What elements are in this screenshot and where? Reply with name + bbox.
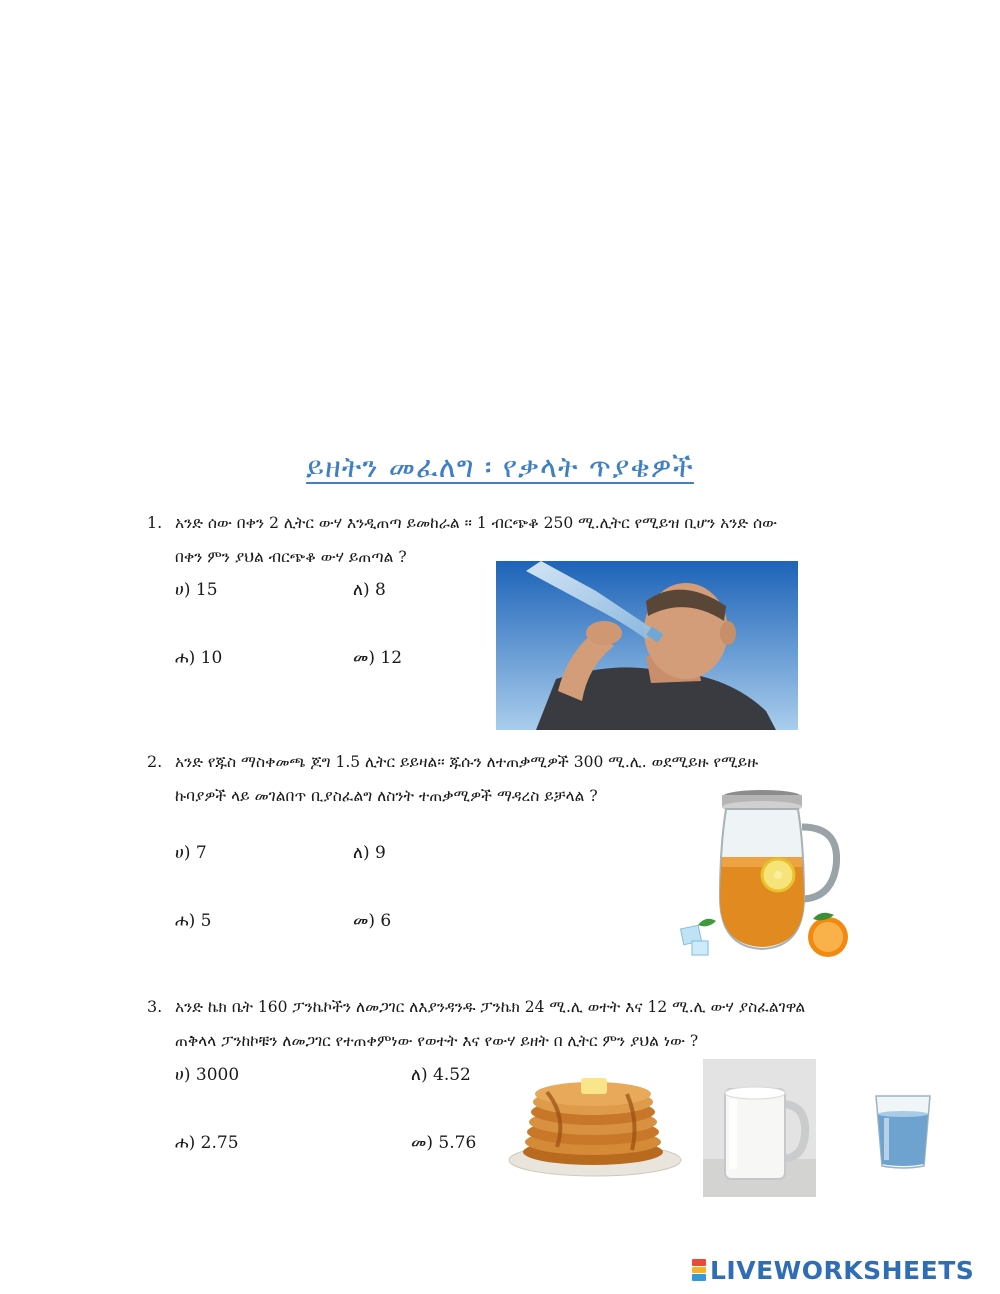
question-2-option-a[interactable]: ሀ) 7 xyxy=(175,843,207,863)
question-2-line-2: ኩባያዎች ላይ መገልበጥ ቢያስፈልግ ለስንት ተጠቃሚዎች ማዳረስ ይቻላል ? xyxy=(175,787,598,805)
question-3-option-a[interactable]: ሀ) 3000 xyxy=(175,1065,240,1085)
liveworksheets-wordmark: LIVEWORKSHEETS xyxy=(710,1255,975,1285)
question-2-line-1: አንድ የጁስ ማስቀመጫ ጆግ 1.5 ሊትር ይይዛል፡፡ ጁሱን ለተጠቃሚዎች 300 ሚ.ሊ. ወደሚይዙ የሚይዙ xyxy=(175,753,759,771)
question-1-line-2: በቀን ምን ያህል ብርጭቆ ውሃ ይጠጣል ? xyxy=(175,548,407,566)
juice-jug-image xyxy=(676,787,854,963)
question-2-option-d[interactable]: መ) 6 xyxy=(353,911,392,931)
question-2-number: 2. xyxy=(147,752,163,771)
question-3-line-1: አንድ ኬክ ቤት 160 ፓንኬኮችን ለመጋገር ለእያንዳንዱ ፓንኬክ 24 ሚ.ሊ ወተት እና 12 ሚ.ሊ ውሃ ያስፈልገዋል xyxy=(175,998,806,1016)
pancakes-image xyxy=(507,1062,683,1177)
water-glass-image xyxy=(872,1090,934,1172)
question-1-line-1: አንድ ሰው በቀን 2 ሊትር ውሃ እንዲጠጣ ይመከራል ፡፡ 1 ብርጭቆ 250 ሚ.ሊትር የሚይዝ ቢሆን አንድ ሰው xyxy=(175,514,777,532)
question-1-option-d[interactable]: መ) 12 xyxy=(353,648,403,668)
question-2-option-c[interactable]: ሐ) 5 xyxy=(175,911,212,931)
man-drinking-water-image xyxy=(496,561,798,730)
question-3-option-b[interactable]: ለ) 4.52 xyxy=(411,1065,471,1085)
question-3-number: 3. xyxy=(147,997,163,1016)
question-3-line-2: ጠቅላላ ፓንከኮቹን ለመጋገር የተጠቀምነው የወተት እና የውሃ ይዘት በ ሊትር ምን ያህል ነው ? xyxy=(175,1032,699,1050)
question-1-option-a[interactable]: ሀ) 15 xyxy=(175,580,218,600)
question-1-option-c[interactable]: ሐ) 10 xyxy=(175,648,223,668)
milk-mug-image xyxy=(703,1059,816,1197)
question-3-option-d[interactable]: መ) 5.76 xyxy=(411,1133,477,1153)
liveworksheets-mark-icon xyxy=(692,1259,706,1281)
liveworksheets-logo xyxy=(692,1256,974,1284)
question-3-option-c[interactable]: ሐ) 2.75 xyxy=(175,1133,239,1153)
page-title: ይዘትን መፈለግ ፡ የቃላት ጥያቄዎች xyxy=(306,450,694,484)
question-1-number: 1. xyxy=(147,513,163,532)
question-2-option-b[interactable]: ለ) 9 xyxy=(353,843,386,863)
question-1-option-b[interactable]: ለ) 8 xyxy=(353,580,386,600)
